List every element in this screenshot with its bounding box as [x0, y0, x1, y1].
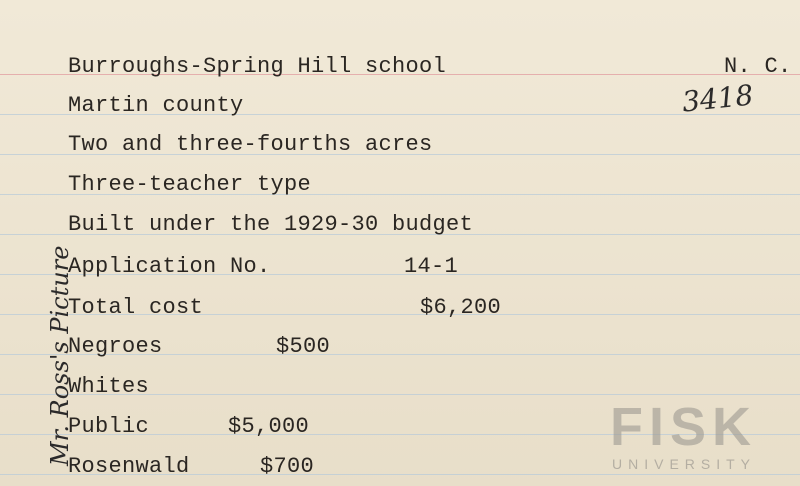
whites-label: Whites	[68, 374, 150, 399]
application-number: 14-1	[404, 254, 459, 279]
school-name: Burroughs-Spring Hill school	[68, 54, 447, 79]
total-cost-value: $6,200	[420, 295, 502, 320]
negroes-label: Negroes	[68, 334, 163, 359]
rosenwald-label: Rosenwald	[68, 454, 190, 479]
budget-year: Built under the 1929-30 budget	[68, 212, 474, 237]
handwritten-catalog-number: 3418	[680, 78, 755, 119]
county: Martin county	[68, 93, 244, 118]
negroes-amount: $500	[276, 334, 331, 359]
application-label: Application No.	[68, 254, 271, 279]
rosenwald-amount: $700	[260, 454, 315, 479]
public-label: Public	[68, 414, 150, 439]
total-cost-label: Total cost	[68, 295, 204, 320]
fisk-watermark-logo: FISK	[610, 397, 758, 457]
school-type: Three-teacher type	[68, 172, 312, 197]
acreage: Two and three-fourths acres	[68, 132, 433, 157]
fisk-watermark-subtitle: UNIVERSITY	[612, 456, 757, 472]
public-amount: $5,000	[228, 414, 310, 439]
state-abbrev: N. C.	[724, 54, 792, 79]
handwritten-side-note: Mr. Ross's Picture	[46, 245, 74, 466]
